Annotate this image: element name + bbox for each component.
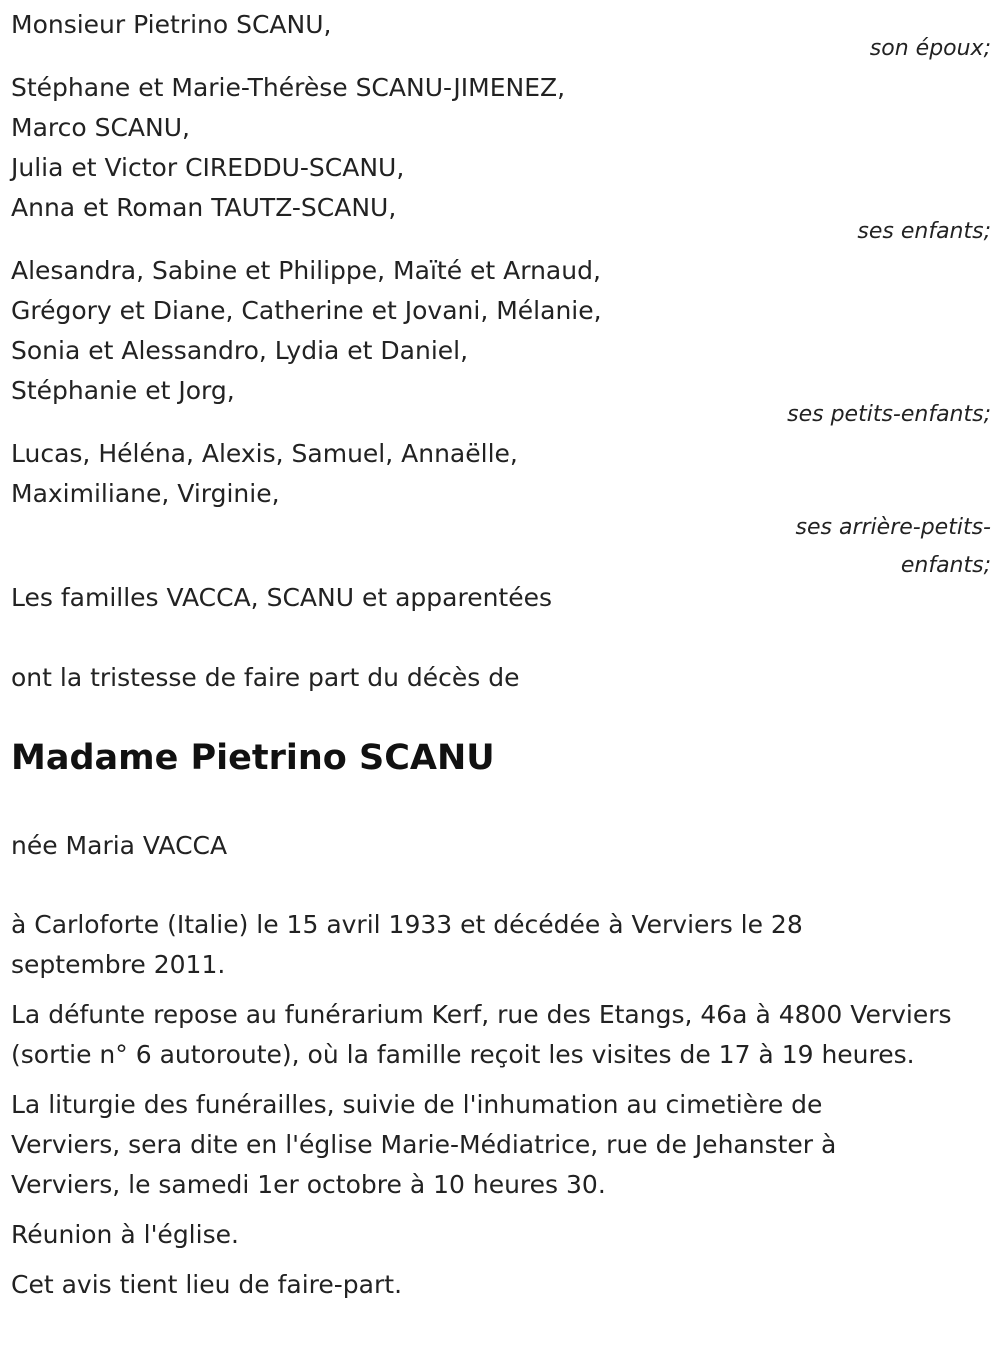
child-line: Anna et Roman TAUTZ-SCANU, xyxy=(11,193,397,222)
birth-name-section xyxy=(11,826,991,866)
great-grandchild-line: Maximiliane, Virginie, xyxy=(11,479,280,508)
meeting-paragraph: Réunion à l'église. xyxy=(11,1220,239,1249)
great-grandchild-line: Lucas, Héléna, Alexis, Samuel, Annaëlle, xyxy=(11,439,518,468)
spouse-name: Monsieur Pietrino SCANU, xyxy=(11,10,332,39)
child-line: Stéphane et Marie-Thérèse SCANU-JIMENEZ, xyxy=(11,73,566,102)
grandchild-line: Alesandra, Sabine et Philippe, Maïté et Arnaud, xyxy=(11,256,601,285)
great-grandchildren-relation-line: enfants; xyxy=(900,553,991,578)
grandchild-line: Sonia et Alessandro, Lydia et Daniel, xyxy=(11,336,469,365)
spouse-relation: son époux; xyxy=(869,36,991,61)
families-line: Les familles VACCA, SCANU et apparentées xyxy=(11,583,553,612)
child-line: Marco SCANU, xyxy=(11,113,190,142)
deceased-name: Madame Pietrino SCANU xyxy=(11,738,495,778)
announcement-line: ont la tristesse de faire part du décès de xyxy=(11,663,520,692)
great-grandchildren-section xyxy=(11,434,991,585)
great-grandchildren-relation-line: ses arrière-petits- xyxy=(795,515,991,540)
families-section xyxy=(11,578,991,618)
grandchild-line: Stéphanie et Jorg, xyxy=(11,376,235,405)
children-relation: ses enfants; xyxy=(857,219,991,244)
announcement-section xyxy=(11,658,991,698)
grandchildren-relation: ses petits-enfants; xyxy=(787,402,991,427)
notice-paragraph: Cet avis tient lieu de faire-part. xyxy=(11,1270,403,1299)
rest-paragraph: La défunte repose au funérarium Kerf, rue des Etangs, 46a à 4800 Verviers (sortie n° 6 autoroute), où la famille reçoit les visites de 17 à 19 heures. xyxy=(11,1000,952,1069)
funeral-paragraph: La liturgie des funérailles, suivie de l'inhumation au cimetière de Verviers, sera dite en l'église Marie-Médiatrice, rue de Jehanster à Verviers, le samedi 1er octobre à 10 heures 30. xyxy=(11,1090,837,1199)
spouse-section xyxy=(11,5,991,68)
grandchild-line: Grégory et Diane, Catherine et Jovani, Mélanie, xyxy=(11,296,602,325)
grandchildren-section xyxy=(11,251,991,434)
birth-name: née Maria VACCA xyxy=(11,831,228,860)
details-section xyxy=(11,905,986,1305)
child-line: Julia et Victor CIREDDU-SCANU, xyxy=(11,153,405,182)
deceased-section xyxy=(11,733,991,783)
children-section xyxy=(11,68,991,251)
birth-death-paragraph: à Carloforte (Italie) le 15 avril 1933 et décédée à Verviers le 28 septembre 2011. xyxy=(11,910,803,979)
